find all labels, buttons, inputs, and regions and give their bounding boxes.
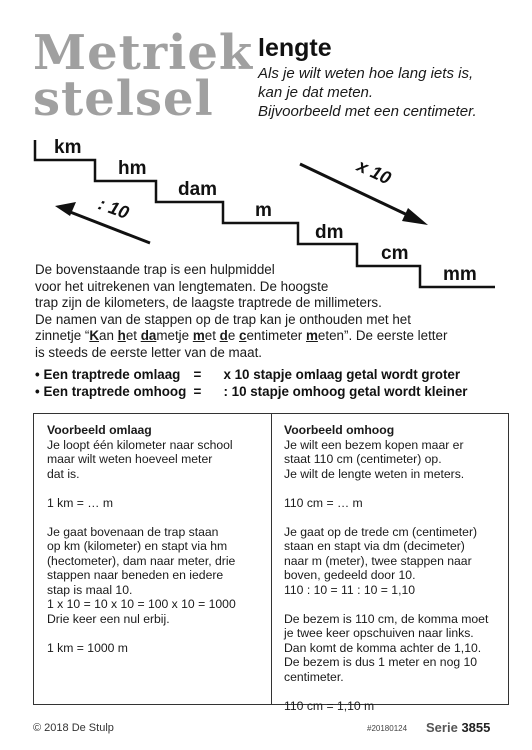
blank-line xyxy=(284,510,498,525)
mnemonic-letter: m xyxy=(306,328,318,343)
subject-heading: lengte xyxy=(258,34,332,62)
blank-line xyxy=(47,626,261,641)
example-line: maar wilt weten hoeveel meter xyxy=(47,452,213,466)
intro-line: kan je dat meten. xyxy=(258,84,374,101)
mnemonic-letter: da xyxy=(140,328,157,343)
example-up-heading: Voorbeeld omhoog xyxy=(284,423,395,437)
mnemonic-word: metje xyxy=(156,328,193,343)
step-label-dm: dm xyxy=(315,222,344,243)
example-line: Je gaat op de trede cm (centimeter) xyxy=(284,524,478,539)
example-line: Je wilt de lengte weten in meters. xyxy=(284,466,465,481)
multiply-label: x 10 xyxy=(353,155,395,189)
example-line: staat 110 cm (centimeter) op. xyxy=(284,452,442,466)
example-line: Drie keer een nul erbij. xyxy=(47,611,170,626)
mnemonic-line xyxy=(35,328,505,345)
intro-line: Bijvoorbeeld met een centimeter. xyxy=(258,103,477,120)
intro-text xyxy=(258,64,526,121)
mnemonic-word: et xyxy=(125,328,141,343)
example-up-body xyxy=(284,438,498,714)
explanation-line: voor het uitrekenen van lengtematen. De hoogste xyxy=(35,278,329,294)
example-line: staan en stapt via dm (decimeter) xyxy=(284,539,465,553)
step-label-dam: dam xyxy=(178,179,218,200)
step-label-m: m xyxy=(255,200,272,221)
step-label-mm: mm xyxy=(443,264,477,285)
example-down-body xyxy=(47,438,261,656)
blank-line xyxy=(284,597,498,612)
series-label xyxy=(426,720,490,735)
example-line: Je wilt een bezem kopen maar er xyxy=(284,437,464,452)
series-number: 3855 xyxy=(461,720,491,735)
explanation-text xyxy=(35,262,505,361)
example-line: naar m (meter), twee stappen naar xyxy=(284,553,472,568)
step-label-hm: hm xyxy=(118,158,147,179)
divide-label: : 10 xyxy=(95,193,132,223)
example-down-heading: Voorbeeld omlaag xyxy=(47,423,152,437)
step-label-km: km xyxy=(54,137,82,158)
example-line: dat is. xyxy=(47,466,80,481)
example-line: stap is maal 10. xyxy=(47,582,133,597)
worksheet-title xyxy=(33,25,254,127)
example-line: 1 x 10 = 10 x 10 = 100 x 10 = 1000 xyxy=(47,597,236,611)
bullet: • xyxy=(35,384,40,399)
bullet: • xyxy=(35,367,40,382)
mnemonic-word: an xyxy=(99,328,118,343)
document-code: #20180124 xyxy=(367,724,408,733)
example-line: 1 km = … m xyxy=(47,495,114,510)
example-line: op km (kilometer) en stapt via hm xyxy=(47,539,228,553)
example-line: boven, gedeeld door 10. xyxy=(284,568,416,582)
example-line: centimeter. xyxy=(284,669,344,684)
example-line: Dan komt de komma achter de 1,10. xyxy=(284,640,482,655)
rule-equals: = xyxy=(193,384,202,399)
step-label-cm: cm xyxy=(381,243,409,264)
mnemonic-letter: c xyxy=(239,328,247,343)
intro-line: Als je wilt weten hoe lang iets is, xyxy=(258,65,474,82)
blank-line xyxy=(47,510,261,525)
example-line: 110 : 10 = 11 : 10 = 1,10 xyxy=(284,582,416,597)
examples-box xyxy=(33,413,509,713)
mnemonic-open: zinnetje “ xyxy=(35,328,90,343)
example-line: Je gaat bovenaan de trap staan xyxy=(47,524,219,539)
title-line-1: Metriek xyxy=(33,25,254,81)
rule-label: Een traptrede omhoog xyxy=(43,384,187,399)
example-line: stappen naar beneden en iedere xyxy=(47,568,224,582)
mnemonic-close: ”. De eerste letter xyxy=(343,328,448,343)
series-word: Serie xyxy=(426,720,458,735)
explanation-line: De namen van de stappen op de trap kan je onthouden met het xyxy=(35,311,411,327)
example-line: (hectometer), dam naar meter, drie xyxy=(47,553,236,568)
mnemonic-word: et xyxy=(204,328,220,343)
example-line: 1 km = 1000 m xyxy=(47,640,128,655)
explanation-line: De bovenstaande trap is een hulpmiddel xyxy=(35,262,275,277)
explanation-line: is steeds de eerste letter van de maat. xyxy=(35,344,263,360)
blank-line xyxy=(284,684,498,699)
blank-line xyxy=(284,481,498,496)
copyright: © 2018 De Stulp xyxy=(33,722,114,734)
example-line: je twee keer opschuiven naar links. xyxy=(284,626,474,640)
mnemonic-letter: m xyxy=(192,328,205,343)
rule-label: Een traptrede omlaag xyxy=(43,367,181,382)
example-line: 110 cm = 1,10 m xyxy=(284,698,375,713)
mnemonic-word: eten xyxy=(317,328,344,343)
blank-line xyxy=(47,481,261,496)
example-up xyxy=(271,414,508,713)
rule-equals: = xyxy=(193,367,202,382)
rule-text: : 10 stapje omhoog getal wordt kleiner xyxy=(223,384,468,399)
rules-list xyxy=(35,366,510,400)
example-line: De bezem is dus 1 meter en nog 10 xyxy=(284,655,478,669)
example-line: De bezem is 110 cm, de komma moet xyxy=(284,611,489,626)
title-line-2: stelsel xyxy=(33,71,214,127)
mnemonic-letter: d xyxy=(219,328,228,343)
mnemonic-letter: h xyxy=(117,328,126,343)
example-line: 110 cm = … m xyxy=(284,495,363,510)
mnemonic-word: entimeter xyxy=(246,328,306,343)
rule-down xyxy=(35,366,510,383)
explanation-line: trap zijn de kilometers, de laagste traptrede de millimeters. xyxy=(35,295,382,310)
example-line: Je loopt één kilometer naar school xyxy=(47,437,233,452)
rule-text: x 10 stapje omlaag getal wordt groter xyxy=(223,367,461,382)
rule-up xyxy=(35,383,510,400)
example-down xyxy=(34,414,271,704)
mnemonic-letter: K xyxy=(89,328,100,343)
mnemonic-word: e xyxy=(227,328,239,343)
